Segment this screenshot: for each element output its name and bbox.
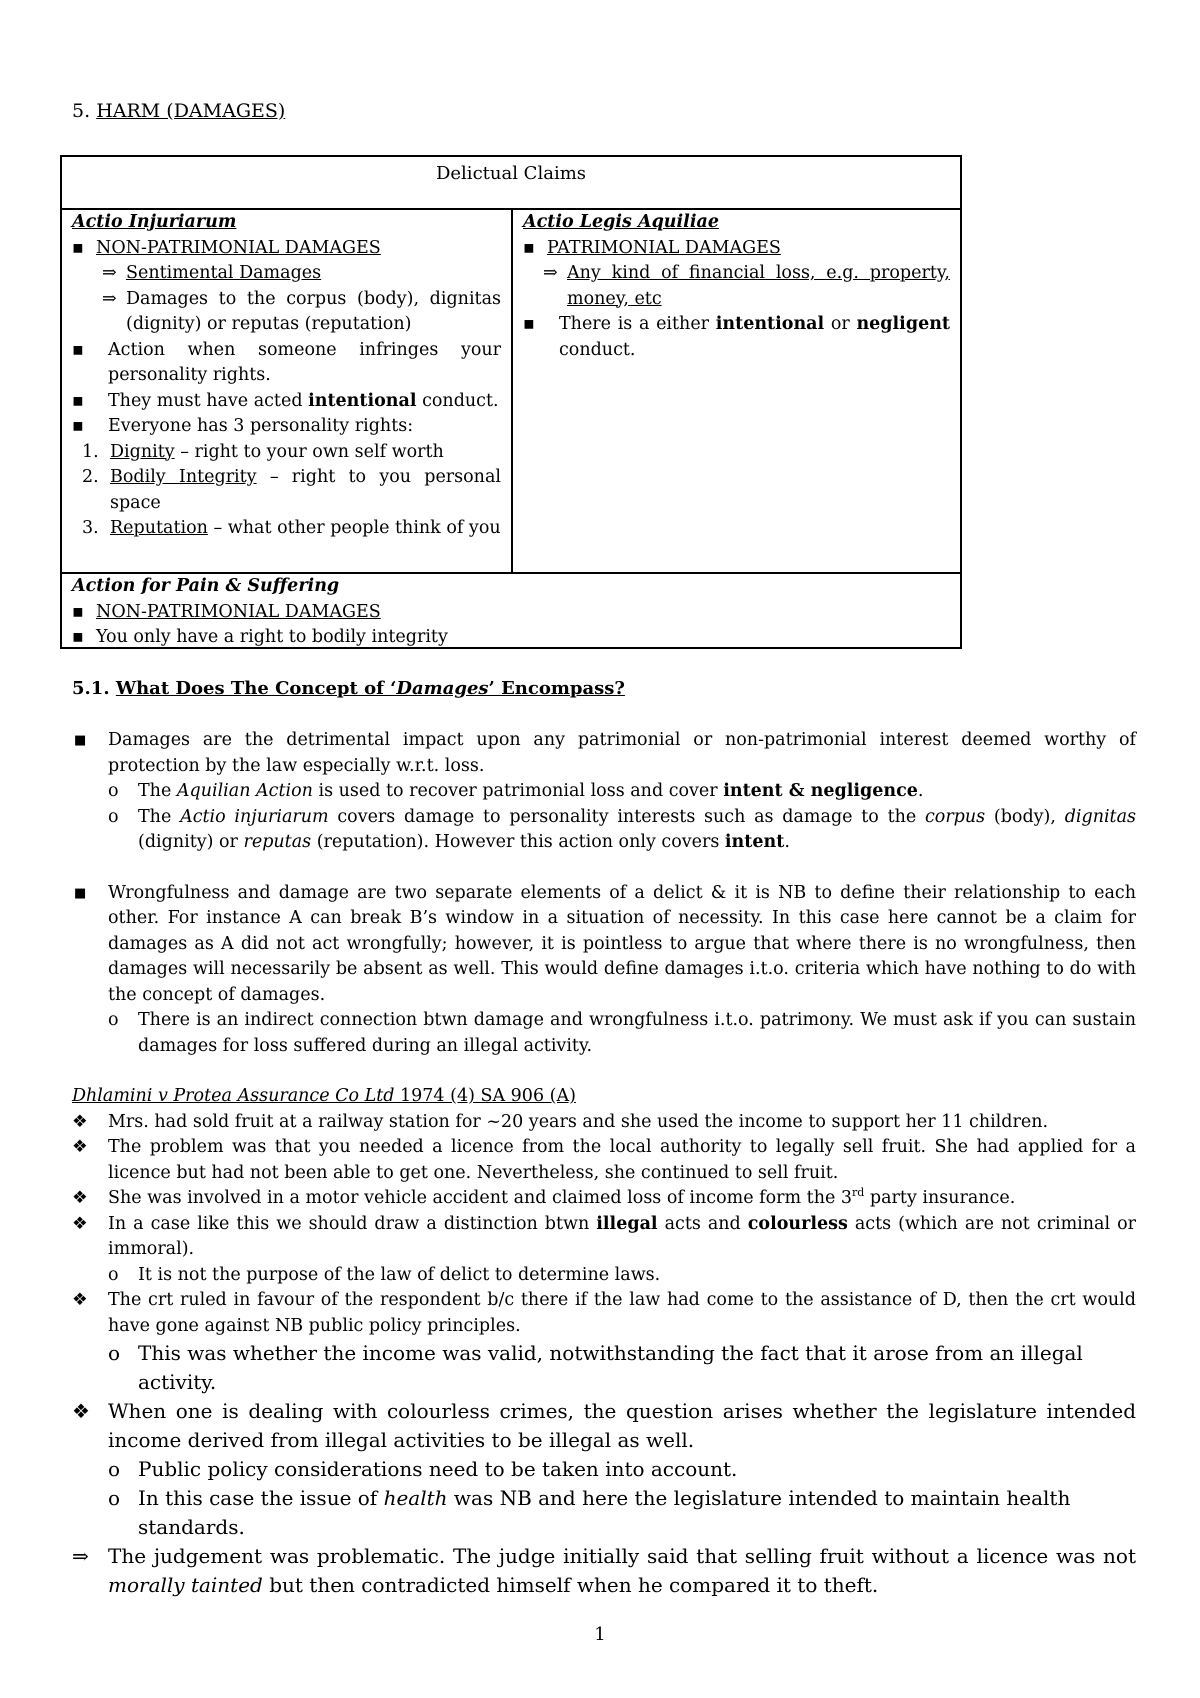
list-item-end: conduct. <box>559 339 636 360</box>
square-bullet-icon: ▪ <box>72 339 84 360</box>
circle-bullet-icon: o <box>108 1457 121 1481</box>
page-heading <box>72 100 285 122</box>
delictual-claims-table <box>60 155 962 649</box>
sub-item: Sentimental Damages <box>126 263 322 283</box>
sub-point: In this case the issue of <box>138 1486 384 1510</box>
heading-number: 5. <box>72 100 91 122</box>
list-number: 2. <box>82 467 99 487</box>
list-item: There is a either <box>559 314 716 334</box>
square-bullet-icon: ■ <box>74 733 87 748</box>
sub-item: Damages to the corpus (body), dignitas (dignity) or reputas (reputation) <box>126 288 501 334</box>
diamond-bullet-icon: ❖ <box>72 1137 88 1157</box>
diamond-bullet-icon: ❖ <box>72 1290 88 1310</box>
case-point: The crt ruled in favour of the respondent b/c there if the law had come to the assistance of D, then the crt would have gone against NB public policy principles. <box>108 1290 1136 1336</box>
square-bullet-icon: ■ <box>74 885 87 901</box>
list-item: Action when someone infringes your personality rights. <box>108 339 501 385</box>
square-bullet-icon: ▪ <box>72 416 84 436</box>
case-point: She was involved in a motor vehicle accident and claimed loss of income form the 3 <box>108 1188 853 1208</box>
section-title-c: ’ Encompass? <box>488 678 625 699</box>
square-bullet-icon: ▪ <box>72 390 84 411</box>
table-title: Delictual Claims <box>62 157 960 210</box>
bold-term: colourless <box>747 1213 848 1234</box>
case-citation <box>72 1084 1136 1110</box>
sub-point: Public policy considerations need to be taken into account. <box>138 1457 738 1481</box>
list-item: They must have acted <box>108 390 309 411</box>
arrow-icon: ⇒ <box>543 263 558 283</box>
list-number: 3. <box>82 518 99 538</box>
text-run: . <box>784 832 790 852</box>
right-desc: – what other people think of you <box>207 518 501 538</box>
sub-point: It is not the purpose of the law of delict to determine laws. <box>138 1264 661 1285</box>
text-run: The <box>138 781 177 801</box>
section-title-a: What Does The Concept of ‘ <box>115 678 397 699</box>
case-point-end: party insurance. <box>864 1188 1016 1208</box>
text-run: Aquilian Action <box>176 781 313 801</box>
diamond-bullet-icon: ❖ <box>72 1111 88 1132</box>
actio-legis-aquiliae-cell <box>513 210 960 572</box>
square-bullet-icon: ▪ <box>72 601 84 622</box>
conclusion: The judgement was problematic. The judge initially said that selling fruit without a licence was not <box>108 1544 1136 1568</box>
list-item: Everyone has 3 personality rights: <box>108 416 414 436</box>
list-item-end: conduct. <box>416 390 499 411</box>
right-desc: – right to you personal space <box>110 467 501 513</box>
diamond-bullet-icon: ❖ <box>72 1399 90 1423</box>
case-point: In a case like this we should draw a distinction btwn <box>108 1213 597 1234</box>
list-number: 1. <box>82 441 99 462</box>
circle-bullet-icon: o <box>108 1264 119 1285</box>
case-cite: 1974 (4) SA 906 (A) <box>394 1086 576 1106</box>
text-run: (body), <box>985 806 1065 827</box>
damage-type: NON-PATRIMONIAL DAMAGES <box>96 237 381 258</box>
italic-term: morally tainted <box>108 1573 263 1597</box>
right-term: Dignity <box>110 441 175 462</box>
right-term: Bodily Integrity <box>110 467 257 487</box>
italic-term: health <box>383 1486 448 1510</box>
superscript: rd <box>852 1186 865 1200</box>
circle-bullet-icon: o <box>108 1341 121 1365</box>
actio-injuriarum-cell <box>62 210 513 572</box>
case-name: Dhlamini v Protea Assurance Co Ltd <box>72 1086 395 1106</box>
section-heading <box>72 678 625 699</box>
arrow-icon: ⇒ <box>102 288 117 309</box>
section-number: 5.1. <box>72 678 110 699</box>
arrow-icon: ⇒ <box>72 1544 89 1568</box>
text-run: covers damage to personality interests such as damage to the <box>328 806 925 827</box>
text-run: The <box>138 806 181 827</box>
case-point: acts and <box>657 1213 748 1234</box>
bold-term: negligent <box>856 314 951 334</box>
cell-header: Actio Injuriarum <box>72 212 237 232</box>
case-point-end: acts (which are not criminal or immoral). <box>108 1213 1136 1259</box>
circle-bullet-icon: o <box>108 781 119 801</box>
right-desc: – right to your own self worth <box>174 441 444 462</box>
text-run: . <box>917 781 924 801</box>
damage-type: NON-PATRIMONIAL DAMAGES <box>96 601 381 622</box>
text-run: intent & negligence <box>723 781 918 801</box>
section-body <box>72 728 1136 1600</box>
list-item-mid: or <box>824 314 857 334</box>
sub-point-end: was NB and here the legislature intended to maintain health standards. <box>138 1486 1071 1539</box>
sub-item: Any kind of financial loss, e.g. property, money, etc <box>567 263 950 309</box>
text-run: corpus <box>924 806 986 827</box>
square-bullet-icon: ▪ <box>72 237 84 258</box>
bold-term: intentional <box>308 390 417 411</box>
text-run: reputas <box>243 832 312 852</box>
circle-bullet-icon: o <box>108 1010 119 1030</box>
cell-header: Actio Legis Aquiliae <box>523 212 719 232</box>
cell-header: Action for Pain & Suffering <box>72 576 340 596</box>
bold-term: illegal <box>596 1213 658 1234</box>
list-item: You only have a right to bodily integrity <box>96 627 448 647</box>
heading-title: HARM (DAMAGES) <box>96 100 286 122</box>
text-run: intent <box>724 832 785 852</box>
right-term: Reputation <box>110 518 208 538</box>
text-run: (dignity) or <box>138 832 244 852</box>
text-run: dignitas <box>1064 806 1137 827</box>
pain-suffering-cell <box>62 572 960 647</box>
case-point: The problem was that you needed a licence from the local authority to legally sell fruit. She had applied for a licence but had not been able to get one. Nevertheless, she continued to sell fruit. <box>108 1137 1136 1183</box>
square-bullet-icon: ▪ <box>523 237 535 258</box>
text-run: Actio injuriarum <box>180 806 329 827</box>
conclusion-end: but then contradicted himself when he compared it to theft. <box>262 1573 879 1597</box>
paragraph: Damages are the detrimental impact upon any patrimonial or non-patrimonial interest deemed worthy of protection by the law especially w.r.t. loss. <box>108 730 1136 776</box>
paragraph: Wrongfulness and damage are two separate elements of a delict & it is NB to define their relationship to each other. For instance A can break B’s window in a situation of necessity. In this case here cannot be a claim for damages as A did not act wrongfully; however, it is pointless to argue that where there is no wrongfulness, then damages will necessarily be absent as well. This would define damages i.t.o. criteria which have nothing to do with the concept of damages. <box>108 882 1136 1005</box>
section-title-b: Damages <box>396 678 489 699</box>
bold-term: intentional <box>715 314 825 334</box>
diamond-bullet-icon: ❖ <box>72 1213 88 1234</box>
diamond-bullet-icon: ❖ <box>72 1188 88 1208</box>
circle-bullet-icon: o <box>108 1486 121 1510</box>
case-point: Mrs. had sold fruit at a railway station for ~20 years and she used the income to support her 11 children. <box>108 1111 1049 1132</box>
damage-type: PATRIMONIAL DAMAGES <box>547 237 781 258</box>
circle-bullet-icon: o <box>108 806 119 827</box>
square-bullet-icon: ▪ <box>523 314 535 334</box>
sub-paragraph: There is an indirect connection btwn damage and wrongfulness i.t.o. patrimony. We must ask if you can sustain damages for loss suffered during an illegal activity. <box>138 1010 1136 1056</box>
page-number: 1 <box>594 1624 606 1645</box>
arrow-icon: ⇒ <box>102 263 117 283</box>
text-run: (reputation). However this action only covers <box>311 832 725 852</box>
text-run: is used to recover patrimonial loss and cover <box>312 781 724 801</box>
case-point: When one is dealing with colourless crimes, the question arises whether the legislature intended income derived from illegal activities to be illegal as well. <box>108 1399 1136 1452</box>
sub-point: This was whether the income was valid, notwithstanding the fact that it arose from an illegal activity. <box>138 1341 1083 1394</box>
square-bullet-icon: ▪ <box>72 627 84 647</box>
